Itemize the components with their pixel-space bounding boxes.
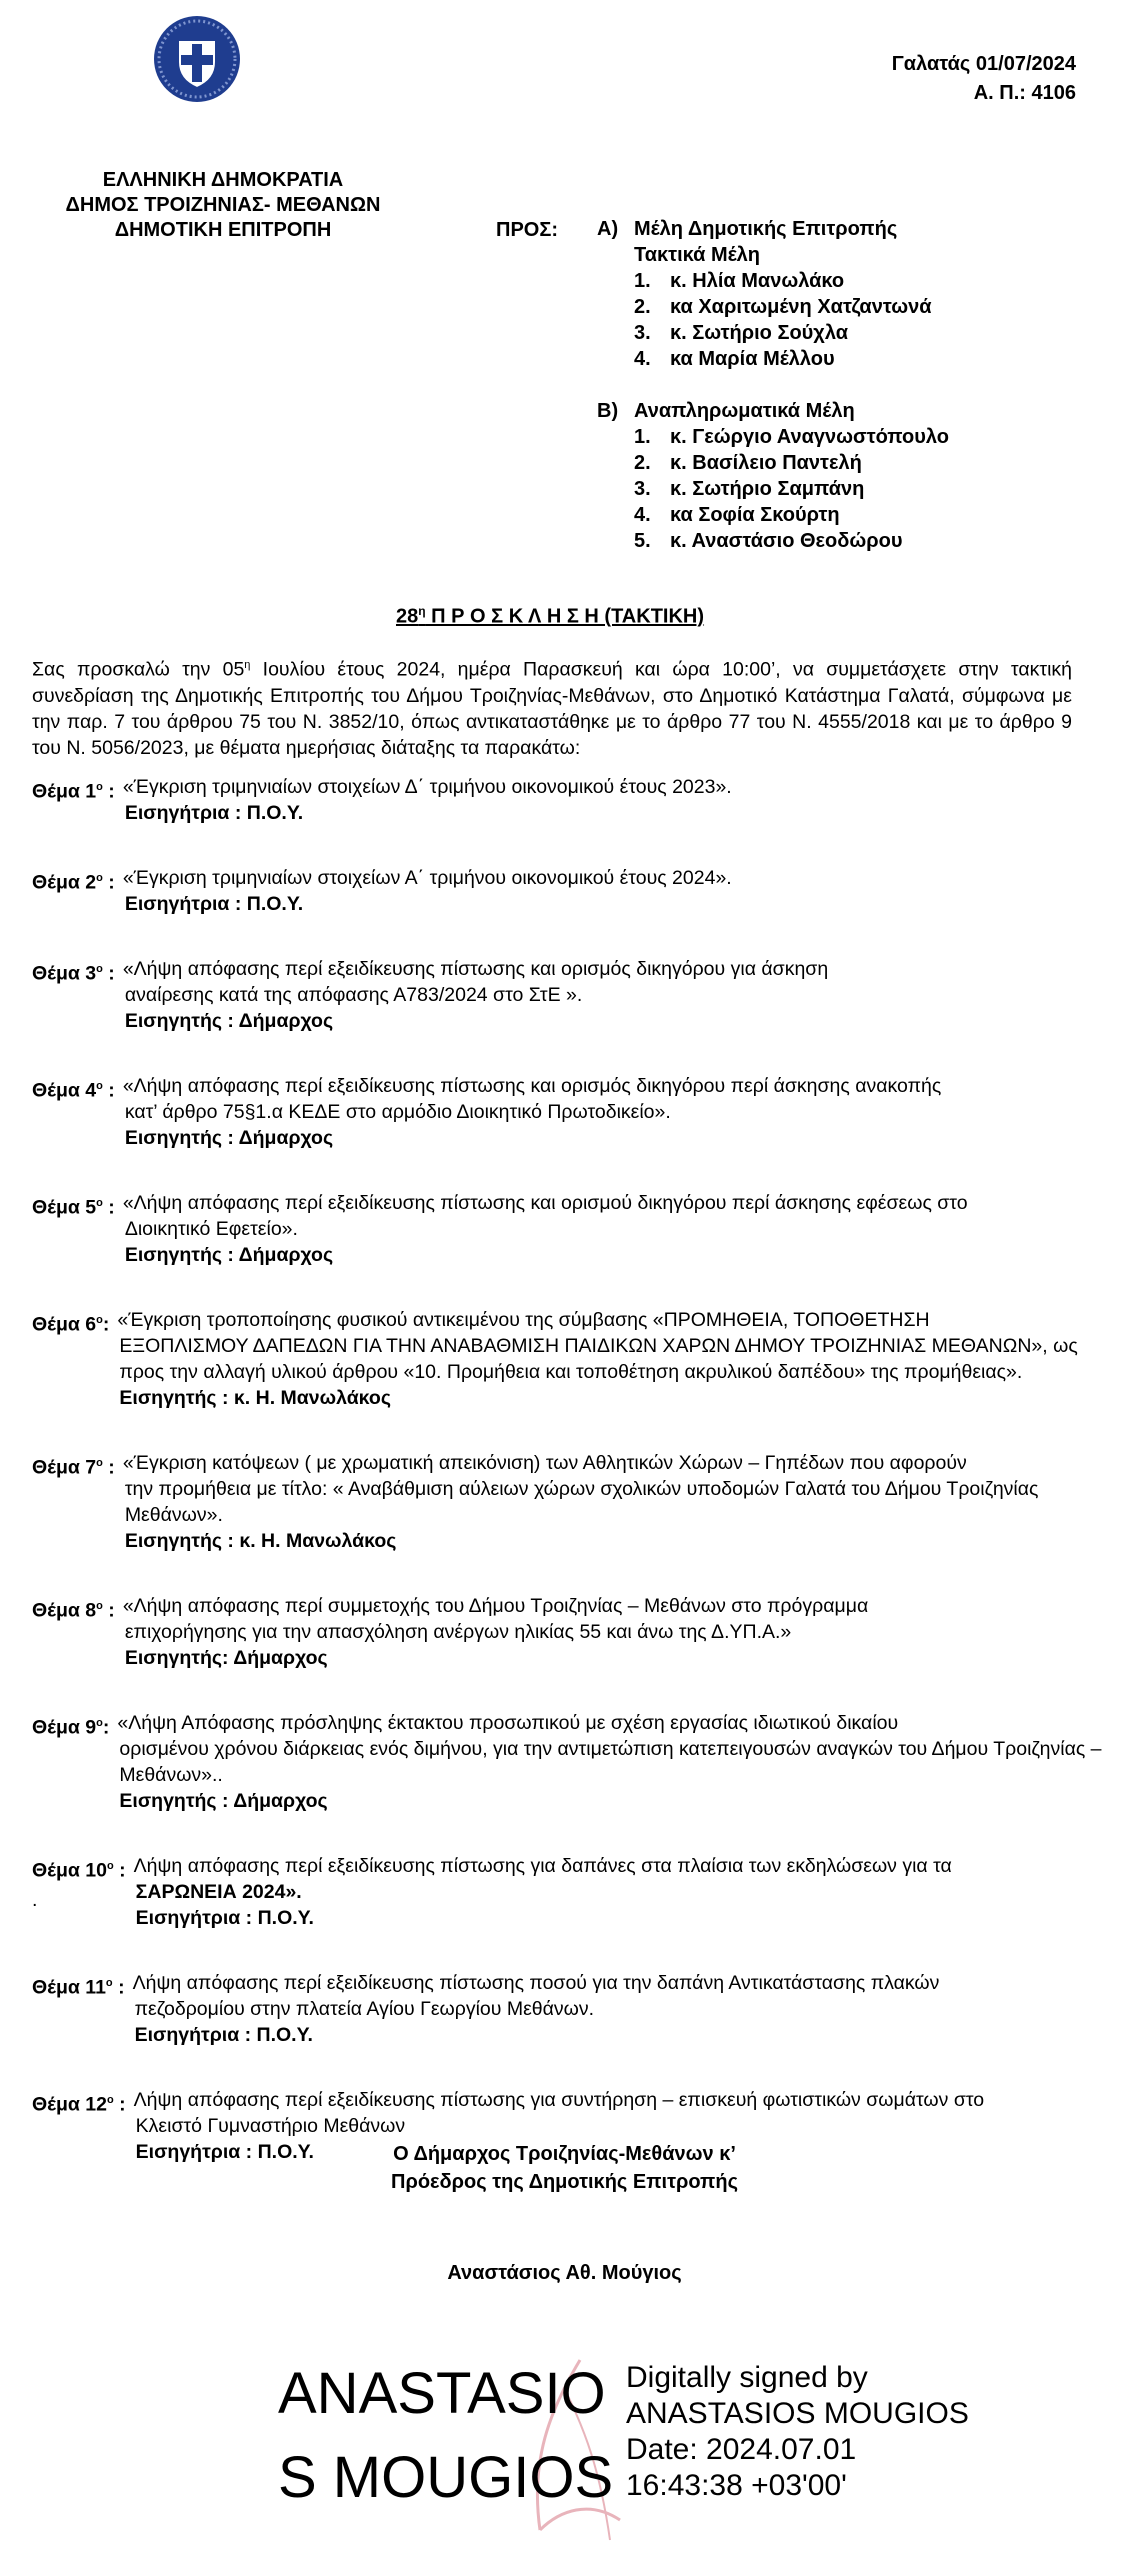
member-item [634, 346, 1097, 372]
topic-number-sup: ο [105, 1977, 113, 1989]
member-name: κ. Γεώργιο Αναγνωστόπουλο [670, 426, 949, 448]
signature-info-line: ANASTASIOS MOUGIOS [626, 2397, 969, 2430]
topic-number: Θέμα 9 [32, 1716, 97, 1739]
rapporteur-label: Εισηγήτρια : [124, 893, 242, 915]
member-name: κ. Ηλία Μανωλάκο [670, 270, 845, 292]
member-number: 4. [634, 504, 651, 526]
topic-colon: : [102, 871, 115, 894]
group-letter: Α) [597, 218, 619, 240]
digital-signature-info [626, 2360, 969, 2504]
issuer-line: ΕΛΛΗΝΙΚΗ ΔΗΜΟΚΡΑΤΙΑ [102, 169, 344, 191]
member-name: κα Μαρία Μέλλου [670, 348, 835, 370]
group-title: Μέλη Δημοτικής Επιτροπής [634, 218, 898, 240]
issuer-block [38, 168, 408, 243]
topic-text-continued: την προμήθεια με τίτλο: « Αναβάθμιση αύλειων χώρων σχολικών υποδομών Γαλατά του Δήμου Τροιζηνίας Μεθάνων». [124, 1478, 1039, 1526]
member-name: κα Χαριτωμένη Χατζαντωνά [670, 296, 932, 318]
topic-text: «Έγκριση τριμηνιαίων στοιχείων Α΄ τριμήνου οικονομικού έτους 2024». [122, 867, 732, 889]
topic-body [125, 1970, 1112, 2048]
member-item [634, 424, 1097, 450]
topic-body [115, 956, 1112, 1034]
topic-colon: : [102, 1079, 115, 1102]
group-b-title [597, 398, 1097, 424]
rapporteur-name: κ. Η. Μανωλάκος [228, 1387, 391, 1409]
member-name: κ. Σωτήριο Σούχλα [670, 322, 848, 344]
topic-label [32, 1710, 109, 1814]
topic-body [109, 1307, 1112, 1411]
topic-rapporteur [123, 1242, 1112, 1268]
member-item [634, 450, 1097, 476]
topic-text: «Λήψη απόφασης περί εξειδίκευσης πίστωσης και ορισμός δικηγόρου περί άσκησης ανακοπής [122, 1075, 942, 1097]
date-line: Γαλατάς 01/07/2024 [891, 53, 1076, 75]
topic-text: Λήψη απόφασης περί εξειδίκευσης πίστωσης για δαπάνες στα πλαίσια των εκδηλώσεων για τα [133, 1855, 952, 1877]
topic-body [109, 1710, 1112, 1814]
topic-colon: : [102, 962, 115, 985]
intro-text: Ιουλίου έτους 2024, ημέρα Παρασκευή και ώρα 10:00’, να συμμετάσχετε στην τακτική συνεδρίαση της Δημοτικής Επιτροπής του Δήμου Τροιζηνίας-Μεθάνων, στο Δημοτικό Κατάστημα Γαλατά, σύμφωνα με την παρ. 7 του άρθρου 75 του Ν. 3852/10, όπως αντικαταστάθηκε με το άρθρο 77 του Ν. 4555/2018 και με το άρθρο 9 του Ν. 5056/2023, με θέματα ημερήσιας διάταξης τα παρακάτω: [32, 658, 1072, 759]
topic-number: Θέμα 6 [32, 1313, 97, 1336]
rapporteur-label: Εισηγήτρια : [134, 2024, 252, 2046]
to-label: ΠΡΟΣ: [496, 219, 559, 241]
rapporteur-label: Εισηγήτρια : [135, 2141, 253, 2163]
topic-label [32, 774, 115, 826]
member-name: κ. Σωτήριο Σαμπάνη [670, 478, 865, 500]
rapporteur-label: Εισηγητής : [124, 1530, 234, 1552]
signature-info-line: 16:43:38 +03'00' [626, 2469, 847, 2502]
rapporteur-label: Εισηγητής : [119, 1790, 229, 1812]
rapporteur-name: Δήμαρχος [233, 1244, 334, 1266]
signature-name-line: S MOUGIOS [278, 2445, 614, 2510]
group-a-title [597, 216, 1097, 242]
topic-number-sup: ο [96, 1600, 103, 1612]
topic-label [32, 1853, 126, 1931]
rapporteur-name: Π.Ο.Υ. [241, 893, 304, 915]
member-name: κα Σοφία Σκούρτη [670, 504, 840, 526]
topic-rapporteur [123, 1528, 1112, 1554]
topic-number-sup: ο [96, 1314, 103, 1326]
digital-signature-name [278, 2352, 613, 2520]
topic-text: «Λήψη Απόφασης πρόσληψης έκτακτου προσωπικού με σχέση εργασίας ιδιωτικού δικαίου [117, 1712, 899, 1734]
topic-text: «Λήψη απόφασης περί συμμετοχής του Δήμου Τροιζηνίας – Μεθάνων στο πρόγραμμα [122, 1595, 869, 1617]
topic-label [32, 1307, 109, 1411]
issuer-line: ΔΗΜΟΣ ΤΡΟΙΖΗΝΙΑΣ- ΜΕΘΑΝΩΝ [65, 194, 381, 216]
member-item [634, 528, 1097, 554]
topic-number: Θέμα 5 [32, 1196, 97, 1219]
topic-colon: : [113, 1859, 126, 1882]
stray-dot: . [32, 1889, 38, 1911]
topic-rapporteur [123, 891, 1112, 917]
agenda-topic [32, 1710, 1112, 1814]
topic-body [115, 1450, 1112, 1554]
invitation-title-text: Π Ρ Ο Σ Κ Λ Η Σ Η (ΤΑΚΤΙΚΗ) [425, 605, 705, 628]
rapporteur-label: Εισηγήτρια : [124, 802, 242, 824]
topic-number: Θέμα 10 [32, 1859, 107, 1882]
topic-label [32, 1450, 115, 1554]
topic-text-continued: Κλειστό Γυμναστήριο Μεθάνων [135, 2115, 406, 2137]
topic-text: Λήψη απόφασης περί εξειδίκευσης πίστωσης για συντήρηση – επισκευή φωτιστικών σωμάτων στο [133, 2089, 985, 2111]
member-number: 5. [634, 530, 651, 552]
invitation-number-sup: η [418, 604, 426, 618]
topic-number-sup: ο [107, 2094, 114, 2106]
topic-colon: : [102, 1313, 110, 1336]
signature-name-line: ANASTASIO [278, 2361, 606, 2426]
agenda-topic [32, 1073, 1112, 1151]
topic-number: Θέμα 2 [32, 871, 97, 894]
signature-info-line: Date: 2024.07.01 [626, 2433, 857, 2466]
topic-label [32, 865, 115, 917]
mayor-name: Αναστάσιος Αθ. Μούγιος [447, 2262, 682, 2284]
agenda-topic [32, 1853, 1112, 1931]
topic-rapporteur [123, 1125, 1112, 1151]
agenda-topic [32, 1970, 1112, 2048]
member-name: κ. Αναστάσιο Θεοδώρου [670, 530, 903, 552]
topic-text: «Λήψη απόφασης περί εξειδίκευσης πίστωσης και ορισμού δικηγόρου περί άσκησης εφέσεως στο [122, 1192, 968, 1214]
topic-label [32, 956, 115, 1034]
member-item [634, 476, 1097, 502]
rapporteur-name: Δήμαρχος [233, 1127, 334, 1149]
topic-colon: : [113, 2093, 126, 2116]
group-subtitle: Τακτικά Μέλη [634, 244, 761, 266]
rapporteur-label: Εισηγητής: [124, 1647, 229, 1669]
agenda-topics [32, 774, 1112, 2204]
member-number: 2. [634, 452, 651, 474]
topic-number: Θέμα 8 [32, 1599, 97, 1622]
topic-number: Θέμα 7 [32, 1456, 97, 1479]
member-number: 1. [634, 426, 651, 448]
topic-text-continued: Διοικητικό Εφετείο». [124, 1218, 298, 1240]
topic-text: «Έγκριση τριμηνιαίων στοιχείων Δ΄ τριμήνου οικονομικού έτους 2023». [122, 776, 732, 798]
topic-number: Θέμα 12 [32, 2093, 107, 2116]
topic-rapporteur [117, 1385, 1112, 1411]
member-item [634, 320, 1097, 346]
rapporteur-name: κ. Η. Μανωλάκος [233, 1530, 397, 1552]
protocol-number: Α. Π.: 4106 [973, 82, 1076, 104]
member-item [634, 268, 1097, 294]
topic-number: Θέμα 4 [32, 1079, 97, 1102]
intro-sup: η [244, 659, 251, 671]
topic-label [32, 1970, 125, 2048]
rapporteur-name: Π.Ο.Υ. [241, 802, 304, 824]
topic-body [115, 865, 1112, 917]
topic-colon: : [102, 780, 115, 803]
topic-colon: : [102, 1196, 115, 1219]
agenda-topic [32, 774, 1112, 826]
rapporteur-name: Δήμαρχος [228, 1647, 328, 1669]
topic-text: «Έγκριση κατόψεων ( με χρωματική απεικόνιση) των Αθλητικών Χώρων – Γηπέδων που αφορούν [122, 1452, 967, 1474]
topic-text-continued: ορισμένου χρόνου διάρκειας ενός διμήνου, για την αντιμετώπιση κατεπειγουσών αναγκών του Δήμου Τροιζηνίας – Μεθάνων».. [119, 1738, 1102, 1786]
topic-colon: : [112, 1976, 125, 1999]
group-b-list [597, 424, 1097, 554]
recipients-block [597, 216, 1097, 554]
topic-number-sup: ο [96, 872, 103, 884]
member-number: 3. [634, 478, 651, 500]
group-title: Αναπληρωματικά Μέλη [634, 400, 855, 422]
topic-rapporteur [134, 1905, 1112, 1931]
group-letter: Β) [597, 400, 619, 422]
topic-number-sup: ο [96, 1457, 103, 1469]
topic-body [115, 774, 1112, 826]
mayor-title [0, 2140, 1129, 2196]
agenda-topic [32, 1450, 1112, 1554]
topic-label [32, 1073, 115, 1151]
agenda-topic [32, 956, 1112, 1034]
member-number: 2. [634, 296, 651, 318]
topic-text-continued: αναίρεσης κατά της απόφασης Α783/2024 στο ΣτΕ ». [124, 984, 583, 1006]
member-item [634, 502, 1097, 528]
topic-colon: : [102, 1456, 115, 1479]
topic-rapporteur [123, 800, 1112, 826]
rapporteur-name: Π.Ο.Υ. [251, 2024, 313, 2046]
topic-number: Θέμα 1 [32, 780, 97, 803]
agenda-topic [32, 1593, 1112, 1671]
topic-text-continued: επιχορήγησης για την απασχόληση ανέργων ηλικίας 55 και άνω της Δ.ΥΠ.Α.» [124, 1621, 792, 1643]
topic-text: Λήψη απόφασης περί εξειδίκευσης πίστωσης ποσού για την δαπάνη Αντικατάστασης πλακών [132, 1972, 940, 1994]
topic-body [115, 1190, 1112, 1268]
topic-number: Θέμα 3 [32, 962, 97, 985]
greek-state-emblem-icon [152, 14, 242, 104]
invitation-number: 28 [395, 605, 419, 628]
topic-text-continued: πεζοδρομίου στην πλατεία Αγίου Γεωργίου Μεθάνων. [134, 1998, 595, 2020]
topic-text-continued: ΣΑΡΩΝΕΙΑ 2024». [135, 1881, 302, 1903]
topic-number-sup: ο [96, 1080, 103, 1092]
rapporteur-name: Δήμαρχος [228, 1790, 328, 1812]
invitation-intro [32, 652, 1072, 761]
group-a-list [597, 268, 1097, 372]
topic-colon: : [102, 1599, 115, 1622]
topic-number-sup: ο [96, 963, 103, 975]
topic-text: «Λήψη απόφασης περί εξειδίκευσης πίστωσης και ορισμός δικηγόρου για άσκηση [122, 958, 829, 980]
topic-body [115, 1593, 1112, 1671]
member-number: 1. [634, 270, 651, 292]
rapporteur-name: Π.Ο.Υ. [252, 1907, 314, 1929]
topic-rapporteur [133, 2022, 1112, 2048]
topic-text-continued: κατ’ άρθρο 75§1.α ΚΕΔΕ στο αρμόδιο Διοικητικό Πρωτοδικείο». [124, 1101, 671, 1123]
rapporteur-name: Π.Ο.Υ. [252, 2141, 314, 2163]
issuer-line: ΔΗΜΟΤΙΚΗ ΕΠΙΤΡΟΠΗ [114, 219, 332, 241]
member-name: κ. Βασίλειο Παντελή [670, 452, 862, 474]
rapporteur-label: Εισηγητής : [124, 1127, 234, 1149]
topic-colon: : [102, 1716, 110, 1739]
topic-rapporteur [123, 1008, 1112, 1034]
rapporteur-label: Εισηγήτρια : [135, 1907, 253, 1929]
agenda-topic [32, 865, 1112, 917]
signature-info-line: Digitally signed by [626, 2361, 868, 2394]
topic-rapporteur [117, 1788, 1112, 1814]
topic-number-sup: ο [107, 1860, 114, 1872]
topic-rapporteur [123, 1645, 1112, 1671]
agenda-topic [32, 1307, 1112, 1411]
date-reference [820, 50, 1076, 108]
rapporteur-label: Εισηγητής : [124, 1244, 234, 1266]
topic-body [126, 1853, 1112, 1931]
invitation-title [0, 604, 1100, 629]
topic-number-sup: ο [96, 781, 103, 793]
topic-body [115, 1073, 1112, 1151]
topic-text-continued: ΕΞΟΠΛΙΣΜΟΥ ΔΑΠΕΔΩΝ ΓΙΑ ΤΗΝ ΑΝΑΒΑΘΜΙΣΗ ΠΑΙΔΙΚΩΝ ΧΑΡΩΝ ΔΗΜΟΥ ΤΡΟΙΖΗΝΙΑΣ ΜΕΘΑΝΩΝ», ως προς την αλλαγή υλικού άρθρου «10. Προμήθεια και τοποθέτηση ακρυλικού δαπέδου» της προμήθειας». [119, 1335, 1078, 1383]
topic-number-sup: ο [96, 1717, 103, 1729]
rapporteur-label: Εισηγητής : [119, 1387, 229, 1409]
topic-number: Θέμα 11 [32, 1976, 106, 1999]
rapporteur-name: Δήμαρχος [233, 1010, 334, 1032]
rapporteur-label: Εισηγητής : [124, 1010, 234, 1032]
member-number: 4. [634, 348, 651, 370]
mayor-title-line: Πρόεδρος της Δημοτικής Επιτροπής [391, 2171, 738, 2193]
topic-number-sup: ο [96, 1197, 103, 1209]
intro-text: Σας προσκαλώ την 05 [32, 658, 245, 681]
topic-label [32, 1593, 115, 1671]
mayor-title-line: Ο Δήμαρχος Τροιζηνίας-Μεθάνων κ’ [393, 2143, 736, 2165]
topic-label [32, 1190, 115, 1268]
member-number: 3. [634, 322, 651, 344]
member-item [634, 294, 1097, 320]
topic-text: «Έγκριση τροποποίησης φυσικού αντικειμένου της σύμβασης «ΠΡΟΜΗΘΕΙΑ, ΤΟΠΟΘΕΤΗΣΗ [117, 1309, 930, 1331]
agenda-topic [32, 1190, 1112, 1268]
